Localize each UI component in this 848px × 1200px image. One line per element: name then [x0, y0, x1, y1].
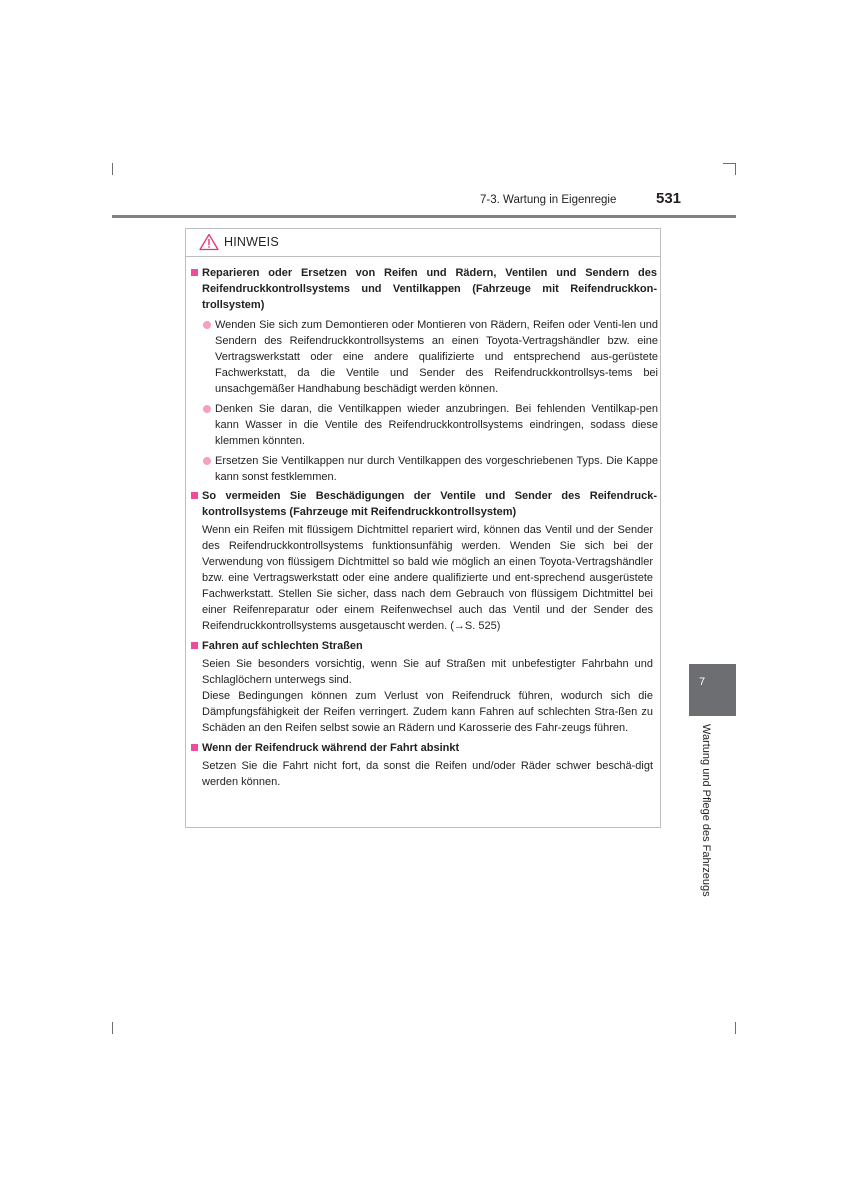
- paragraph: Seien Sie besonders vorsichtig, wenn Sie auf Straßen mit unbefestigter Fahrbahn und Schlaglöchern unterwegs sind.: [202, 658, 653, 686]
- square-bullet-icon: [191, 642, 198, 649]
- bullet-text: Denken Sie daran, die Ventilkappen wieder anzubringen. Bei fehlenden Ventilkap-pen kann Wasser in die Ventile des Reifendruckkontrollsystems eindringen, sodass diese klemmen könnten.: [215, 403, 658, 447]
- section-title: Wenn der Reifendruck während der Fahrt absinkt: [202, 742, 460, 754]
- notice-section: [186, 638, 662, 736]
- notice-section: [186, 740, 662, 790]
- square-bullet-icon: [191, 744, 198, 751]
- round-bullet-icon: [203, 457, 211, 465]
- header-rule: [112, 215, 736, 218]
- crop-mark-bottom-left: [112, 1022, 113, 1034]
- paragraph: Diese Bedingungen können zum Verlust von Reifendruck führen, wodurch sich die Dämpfungsfähigkeit der Reifen verringert. Zudem kann Fahren auf schlechten Stra-ßen zu Schäden an den Reifen selbst sowie an Rädern und Karosserie des Fahr-zeugs führen.: [202, 690, 653, 734]
- section-title: So vermeiden Sie Beschädigungen der Ventile und Sender des Reifendruck-kontrollsystems (Fahrzeuge mit Reifendruckkontrollsystem): [202, 490, 657, 518]
- notice-body: [186, 265, 662, 792]
- square-bullet-icon: [191, 492, 198, 499]
- chapter-number: 7: [699, 676, 706, 688]
- warning-triangle-icon: [199, 233, 219, 251]
- paragraph: Setzen Sie die Fahrt nicht fort, da sonst die Reifen und/oder Räder schwer beschä-digt werden können.: [202, 760, 653, 788]
- notice-section: [186, 488, 662, 634]
- square-bullet-icon: [191, 269, 198, 276]
- notice-section: [186, 265, 662, 485]
- crop-mark-top-left: [112, 163, 113, 175]
- list-item: [202, 317, 662, 397]
- section-heading: 7-3. Wartung in Eigenregie: [480, 194, 617, 206]
- list-item: [202, 453, 662, 485]
- crop-mark-top-right-h: [723, 163, 735, 164]
- bullet-text: Wenden Sie sich zum Demontieren oder Montieren von Rädern, Reifen oder Venti-len und Sendern des Reifendruckkontrollsystems an einen Toyota-Vertragshändler bzw. eine Vertragswerkstatt oder eine andere qualifizierte und entsprechend aus-gerüstete Fachwerkstatt, da die Ventile und Sender des Reifendruckkontrollsys-tems bei unsachgemäßer Handhabung beschädigt werden können.: [215, 319, 658, 395]
- chapter-tab: [689, 664, 736, 716]
- section-title: Fahren auf schlechten Straßen: [202, 640, 363, 652]
- notice-header: [186, 229, 660, 257]
- crop-mark-bottom-right: [735, 1022, 736, 1034]
- paragraph: Wenn ein Reifen mit flüssigem Dichtmittel repariert wird, können das Ventil und der Sender des Reifendruckkontrollsystems funktionsunfähig werden. Wenden Sie sich bei der Verwendung von flüssigem Dichtmittel so bald wie möglich an einen Toyota-Vertragshändler bzw. eine Vertragswerkstatt oder eine andere qualifizierte und ent-sprechend ausgerüstete Fachwerkstatt. Stellen Sie sicher, dass nach dem Gebrauch von flüssigem Dichtmittel bei einer Reifenreparatur oder einem Reifenwechsel auch das Ventil und der Sender des Reifendruckkontrollsystems ausgetauscht werden. (→S. 525): [202, 524, 653, 632]
- notice-title: HINWEIS: [224, 235, 279, 249]
- crop-mark-top-right: [735, 163, 736, 175]
- section-title: Reparieren oder Ersetzen von Reifen und Rädern, Ventilen und Sendern des Reifendruckkontrollsystems und Ventilkappen (Fahrzeuge mit Reifendruckkon-trollsystem): [202, 267, 657, 311]
- list-item: [202, 401, 662, 449]
- notice-box: [185, 228, 661, 828]
- page-number: 531: [656, 190, 682, 207]
- round-bullet-icon: [203, 405, 211, 413]
- bullet-text: Ersetzen Sie Ventilkappen nur durch Ventilkappen des vorgeschriebenen Typs. Die Kappe kann sonst festklemmen.: [215, 455, 658, 483]
- round-bullet-icon: [203, 321, 211, 329]
- chapter-label: Wartung und Pflege des Fahrzeugs: [700, 724, 712, 897]
